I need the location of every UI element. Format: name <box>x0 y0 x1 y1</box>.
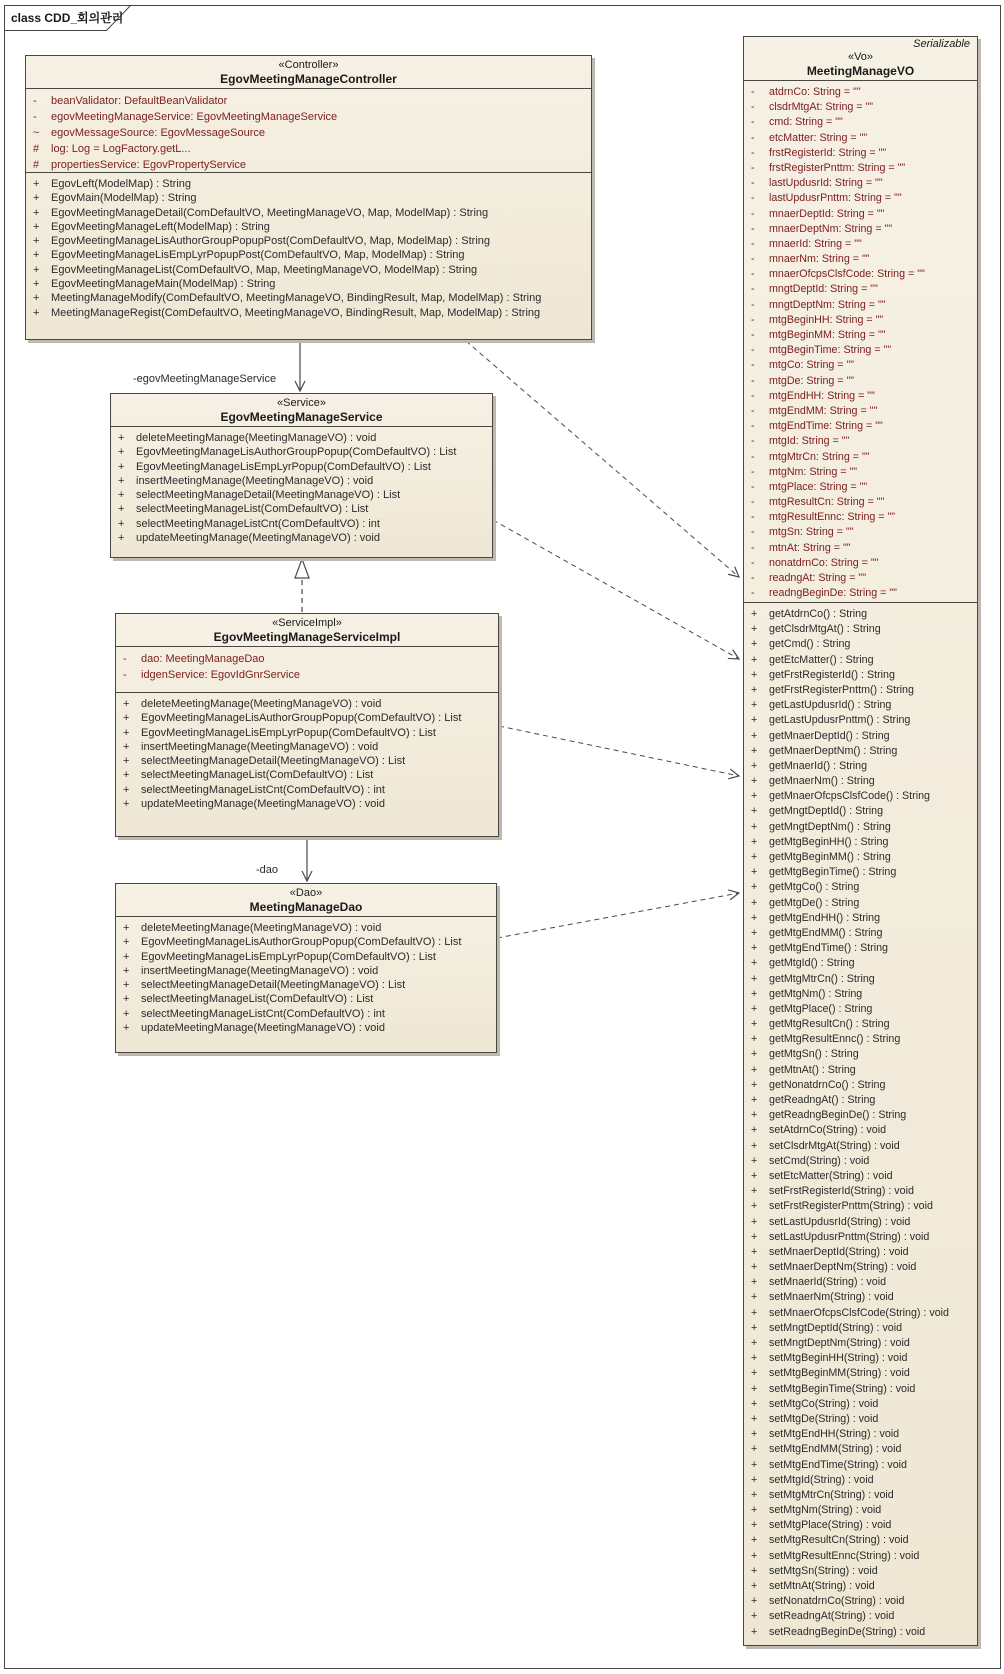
method-row: + getMtgBeginTime() : String <box>751 866 897 879</box>
dependency-controller-vo[interactable] <box>466 341 739 577</box>
association-label-dao: -dao <box>256 864 279 876</box>
frame-title: class CDD_회의관리 <box>11 11 124 25</box>
attribute-row: # log: Log = LogFactory.getL... <box>33 143 191 155</box>
method-row: + setMtgPlace(String) : void <box>751 1519 892 1532</box>
attribute-row: - mtgResultEnnc: String = "" <box>751 511 896 524</box>
method-row: + getMnaerDeptId() : String <box>751 729 890 742</box>
method-row: + EgovMeetingManageLisAuthorGroupPopup(ComDefaultVO) : List <box>118 446 457 459</box>
method-row: + selectMeetingManageList(ComDefaultVO) : List <box>118 503 369 516</box>
attribute-row: - readngBeginDe: String = "" <box>751 587 897 600</box>
class-header <box>26 56 591 88</box>
method-row: + getMtnAt() : String <box>751 1063 856 1076</box>
methods-compartment <box>744 602 977 1645</box>
attribute-row: - mtgNm: String = "" <box>751 465 858 478</box>
method-row: + getMngtDeptNm() : String <box>751 820 891 833</box>
method-row: + setMngtDeptNm(String) : void <box>751 1337 910 1349</box>
method-row: + getMtgMtrCn() : String <box>751 972 875 985</box>
method-row: + MeetingManageRegist(ComDefaultVO, MeetingManageVO, BindingResult, Map, ModelMap) : String <box>33 306 541 319</box>
class-name-label: EgovMeetingManageController <box>220 72 397 86</box>
class-name-label: EgovMeetingManageServiceImpl <box>213 630 401 644</box>
method-row: + getMtgCo() : String <box>751 881 860 894</box>
method-row: + selectMeetingManageListCnt(ComDefaultVO) : int <box>123 783 385 796</box>
method-row: + getFrstRegisterPnttm() : String <box>751 683 914 696</box>
method-row: + updateMeetingManage(MeetingManageVO) : void <box>123 1022 385 1035</box>
class-egovmeetingmanageserviceimpl[interactable] <box>115 613 499 837</box>
method-row: + setLastUpdusrId(String) : void <box>751 1215 911 1228</box>
method-row: + EgovMeetingManageDetail(ComDefaultVO, MeetingManageVO, Map, ModelMap) : String <box>33 206 489 219</box>
method-row: + EgovMeetingManageLisEmpLyrPopup(ComDefaultVO) : List <box>118 460 431 473</box>
method-row: + getReadngAt() : String <box>751 1094 876 1106</box>
method-row: + setReadngBeginDe(String) : void <box>751 1625 926 1638</box>
method-row: + getMnaerNm() : String <box>751 775 875 788</box>
realization-triangle <box>295 559 309 578</box>
method-row: + getAtdrnCo() : String <box>751 608 868 620</box>
method-row: + getMtgSn() : String <box>751 1048 859 1061</box>
method-row: + getReadngBeginDe() : String <box>751 1109 907 1122</box>
stereotype-label: «Vo» <box>847 51 874 63</box>
attribute-row: - mnaerId: String = "" <box>751 237 862 250</box>
attribute-row: - mtgId: String = "" <box>751 435 850 448</box>
method-row: + getMngtDeptId() : String <box>751 805 884 818</box>
attribute-row: - mtnAt: String = "" <box>751 541 851 554</box>
attribute-row: - egovMeetingManageService: EgovMeetingManageService <box>33 111 338 123</box>
method-row: + insertMeetingManage(MeetingManageVO) : void <box>123 964 379 977</box>
method-row: + setCmd(String) : void <box>751 1154 870 1167</box>
method-row: + selectMeetingManageList(ComDefaultVO) : List <box>123 993 374 1006</box>
attribute-row: - mtgMtrCn: String = "" <box>751 450 870 463</box>
attribute-row: - mtgBeginHH: String = "" <box>751 313 884 326</box>
method-row: + EgovMeetingManageLeft(ModelMap) : String <box>33 220 270 233</box>
attribute-row: - etcMatter: String = "" <box>751 131 868 144</box>
method-row: + setMtgBeginHH(String) : void <box>751 1352 908 1365</box>
attribute-row: - frstRegisterId: String = "" <box>751 146 887 159</box>
method-row: + setMnaerId(String) : void <box>751 1276 887 1289</box>
method-row: + getMtgEndMM() : String <box>751 926 883 939</box>
method-row: + getMtgNm() : String <box>751 987 863 1000</box>
attribute-row: - idgenService: EgovIdGnrService <box>123 669 300 681</box>
method-row: + setMtgCo(String) : void <box>751 1397 879 1410</box>
method-row: + getCmd() : String <box>751 638 851 651</box>
attribute-row: - beanValidator: DefaultBeanValidator <box>33 95 228 107</box>
attributes-compartment <box>26 88 591 172</box>
method-row: + setAtdrnCo(String) : void <box>751 1124 887 1137</box>
method-row: + updateMeetingManage(MeetingManageVO) : void <box>123 798 385 811</box>
method-row: + EgovMeetingManageLisAuthorGroupPopupPost(ComDefaultVO, Map, ModelMap) : String <box>33 235 491 248</box>
method-row: + EgovMeetingManageLisEmpLyrPopup(ComDefaultVO) : List <box>123 950 436 963</box>
attribute-row: - mtgEndMM: String = "" <box>751 404 878 417</box>
method-row: + getMtgDe() : String <box>751 896 860 909</box>
attribute-row: - lastUpdusrPnttm: String = "" <box>751 192 902 205</box>
method-row: + setMnaerNm(String) : void <box>751 1291 894 1304</box>
method-row: + EgovMeetingManageList(ComDefaultVO, Map, MeetingManageVO, ModelMap) : String <box>33 263 478 276</box>
attribute-row: - mtgBeginMM: String = "" <box>751 329 886 341</box>
method-row: + setMnaerOfcpsClsfCode(String) : void <box>751 1306 949 1319</box>
attribute-row: - mngtDeptNm: String = "" <box>751 298 886 311</box>
method-row: + getNonatdrnCo() : String <box>751 1078 886 1091</box>
method-row: + setNonatdrnCo(String) : void <box>751 1595 905 1608</box>
attribute-row: - mtgEndTime: String = "" <box>751 420 883 433</box>
methods-compartment <box>26 172 591 339</box>
method-row: + setMtgDe(String) : void <box>751 1412 879 1425</box>
method-row: + setMtgMtrCn(String) : void <box>751 1488 894 1501</box>
method-row: + deleteMeetingManage(MeetingManageVO) : void <box>118 432 377 444</box>
method-row: + selectMeetingManageListCnt(ComDefaultVO) : int <box>118 517 380 530</box>
method-row: + EgovMeetingManageLisAuthorGroupPopup(ComDefaultVO) : List <box>123 712 462 725</box>
method-row: + getFrstRegisterId() : String <box>751 668 895 681</box>
attribute-row: - mngtDeptId: String = "" <box>751 283 878 296</box>
attribute-row: # propertiesService: EgovPropertyService <box>33 159 247 171</box>
method-row: + getMtgBeginHH() : String <box>751 835 889 848</box>
method-row: + setMtgEndHH(String) : void <box>751 1428 900 1441</box>
method-row: + getMtgEndHH() : String <box>751 911 881 924</box>
method-row: + getMnaerDeptNm() : String <box>751 744 898 757</box>
method-row: + selectMeetingManageList(ComDefaultVO) : List <box>123 769 374 782</box>
method-row: + EgovMain(ModelMap) : String <box>33 192 197 205</box>
stereotype-label: «Service» <box>277 397 326 409</box>
method-row: + selectMeetingManageListCnt(ComDefaultVO) : int <box>123 1007 385 1020</box>
class-name-label: EgovMeetingManageService <box>220 410 383 424</box>
attribute-row: - mtgBeginTime: String = "" <box>751 344 892 357</box>
method-row: + EgovMeetingManageLisEmpLyrPopupPost(ComDefaultVO, Map, ModelMap) : String <box>33 249 465 262</box>
method-row: + setMnaerDeptId(String) : void <box>751 1245 909 1258</box>
method-row: + updateMeetingManage(MeetingManageVO) : void <box>118 532 380 545</box>
attribute-row: - mnaerOfcpsClsfCode: String = "" <box>751 268 925 281</box>
method-row: + setMngtDeptId(String) : void <box>751 1321 903 1334</box>
method-row: + selectMeetingManageDetail(MeetingManageVO) : List <box>118 489 401 502</box>
attribute-row: - frstRegisterPnttm: String = "" <box>751 161 906 174</box>
method-row: + deleteMeetingManage(MeetingManageVO) : void <box>123 922 382 934</box>
attribute-row: - atdrnCo: String = "" <box>751 86 861 98</box>
class-name-label: MeetingManageDao <box>249 900 363 914</box>
class-header <box>116 614 498 646</box>
method-row: + insertMeetingManage(MeetingManageVO) : void <box>123 740 379 753</box>
attribute-row: - dao: MeetingManageDao <box>123 653 265 665</box>
attribute-row: - mtgEndHH: String = "" <box>751 389 875 402</box>
attribute-row: - mtgDe: String = "" <box>751 374 855 387</box>
dependency-service-vo[interactable] <box>493 520 739 659</box>
stereotype-label: «Controller» <box>278 59 339 71</box>
dependency-serviceimpl-vo[interactable] <box>499 726 739 776</box>
class-name-label: MeetingManageVO <box>806 64 915 78</box>
attribute-row: - mnaerDeptId: String = "" <box>751 207 885 220</box>
method-row: + setMtgEndTime(String) : void <box>751 1458 907 1471</box>
attribute-row: - readngAt: String = "" <box>751 572 867 584</box>
method-row: + getMnaerId() : String <box>751 759 868 772</box>
method-row: + getMtgResultCn() : String <box>751 1018 890 1031</box>
attribute-row: - mtgPlace: String = "" <box>751 480 868 493</box>
attribute-row: - mtgSn: String = "" <box>751 526 854 539</box>
methods-compartment <box>116 692 498 836</box>
attribute-row: - lastUpdusrId: String = "" <box>751 177 883 190</box>
method-row: + selectMeetingManageDetail(MeetingManageVO) : List <box>123 979 406 992</box>
method-row: + setMtgEndMM(String) : void <box>751 1443 902 1456</box>
attribute-row: ~ egovMessageSource: EgovMessageSource <box>33 127 266 139</box>
method-row: + setMnaerDeptNm(String) : void <box>751 1261 917 1274</box>
class-egovmeetingmanagecontroller[interactable] <box>25 55 592 340</box>
method-row: + setFrstRegisterPnttm(String) : void <box>751 1200 933 1213</box>
method-row: + getMtgId() : String <box>751 957 855 970</box>
method-row: + getLastUpdusrId() : String <box>751 699 892 712</box>
method-row: + MeetingManageModify(ComDefaultVO, MeetingManageVO, BindingResult, Map, ModelMap) : String <box>33 292 542 305</box>
method-row: + setMtgResultCn(String) : void <box>751 1534 909 1547</box>
method-row: + getMtgBeginMM() : String <box>751 851 891 863</box>
method-row: + EgovMeetingManageMain(ModelMap) : String <box>33 278 276 291</box>
class-header <box>111 394 492 426</box>
method-row: + setEtcMatter(String) : void <box>751 1169 893 1182</box>
method-row: + getLastUpdusrPnttm() : String <box>751 714 911 727</box>
method-row: + deleteMeetingManage(MeetingManageVO) : void <box>123 698 382 710</box>
method-row: + selectMeetingManageDetail(MeetingManageVO) : List <box>123 755 406 768</box>
class-header <box>116 884 496 916</box>
methods-compartment <box>116 916 496 1052</box>
attribute-row: - mtgCo: String = "" <box>751 359 855 372</box>
class-egovmeetingmanageservice[interactable] <box>110 393 493 558</box>
stereotype-label: «Dao» <box>289 887 323 899</box>
method-row: + insertMeetingManage(MeetingManageVO) : void <box>118 474 374 487</box>
stereotype-label: «ServiceImpl» <box>272 617 342 629</box>
method-row: + setClsdrMtgAt(String) : void <box>751 1139 900 1152</box>
attribute-row: - clsdrMtgAt: String = "" <box>751 101 874 114</box>
method-row: + getMtgPlace() : String <box>751 1002 873 1015</box>
attribute-row: - mtgResultCn: String = "" <box>751 496 885 509</box>
method-row: + EgovMeetingManageLisEmpLyrPopup(ComDefaultVO) : List <box>123 726 436 739</box>
attributes-compartment <box>116 646 498 692</box>
method-row: + setMtgResultEnnc(String) : void <box>751 1549 920 1562</box>
method-row: + setMtgSn(String) : void <box>751 1564 878 1577</box>
method-row: + EgovMeetingManageLisAuthorGroupPopup(ComDefaultVO) : List <box>123 936 462 949</box>
class-header <box>744 37 977 80</box>
annotation-serializable: Serializable <box>913 38 970 50</box>
method-row: + getClsdrMtgAt() : String <box>751 623 881 636</box>
attributes-compartment <box>744 80 977 602</box>
method-row: + setMtgId(String) : void <box>751 1473 874 1486</box>
methods-compartment <box>111 426 492 557</box>
class-meetingmanagevo[interactable] <box>743 36 978 1646</box>
method-row: + setMtnAt(String) : void <box>751 1580 875 1592</box>
method-row: + getMnaerOfcpsClsfCode() : String <box>751 790 930 803</box>
method-row: + setMtgBeginMM(String) : void <box>751 1367 910 1380</box>
attribute-row: - cmd: String = "" <box>751 116 843 129</box>
association-label-egovmeetingmanageservice: -egovMeetingManageService <box>133 373 277 385</box>
method-row: + EgovLeft(ModelMap) : String <box>33 178 192 190</box>
method-row: + setMtgBeginTime(String) : void <box>751 1382 916 1395</box>
attribute-row: - mnaerDeptNm: String = "" <box>751 222 893 235</box>
method-row: + setLastUpdusrPnttm(String) : void <box>751 1230 930 1243</box>
method-row: + getEtcMatter() : String <box>751 653 874 666</box>
method-row: + setMtgNm(String) : void <box>751 1504 882 1517</box>
attribute-row: - nonatdrnCo: String = "" <box>751 556 879 569</box>
method-row: + getMtgResultEnnc() : String <box>751 1033 901 1046</box>
class-meetingmanagedao[interactable] <box>115 883 497 1053</box>
dependency-dao-vo[interactable] <box>497 893 739 938</box>
method-row: + getMtgEndTime() : String <box>751 942 888 955</box>
method-row: + setReadngAt(String) : void <box>751 1610 895 1623</box>
method-row: + setFrstRegisterId(String) : void <box>751 1185 914 1198</box>
attribute-row: - mnaerNm: String = "" <box>751 253 870 266</box>
